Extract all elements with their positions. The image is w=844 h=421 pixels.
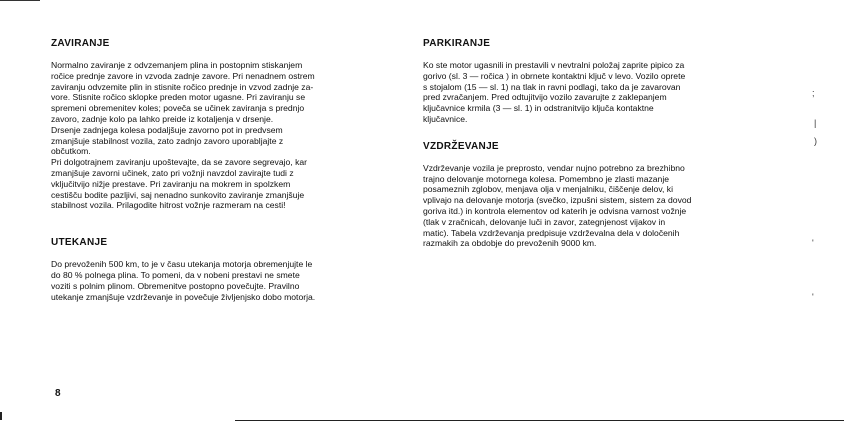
text-line: razmakih za obdobje do prevoženih 9000 km. [423, 238, 597, 249]
section-spacer [423, 125, 761, 141]
text-line: zaviranju odvzemite plin in stisnite ročico prednje in vzvod zadnje za- [51, 81, 314, 92]
text-line: zavoro, zadnje kolo pa lahko preide iz kotaljenja v drsenje. [51, 113, 274, 124]
left-column [51, 38, 388, 302]
text-line: vore. Stisnite ročico sklopke preden motor ugasne. Pri zaviranju se [51, 92, 306, 103]
page-number: 8 [55, 388, 61, 399]
text-line: spremeni obremenitev koles; poveča se učinek zaviranja s prednjo [51, 103, 305, 114]
text-line: ključavnice krmila (3 — sl. 1) in odstranitvijo ključa kontaktne [423, 103, 654, 114]
text-line: Drsenje zadnjega kolesa podaljšuje zavorno pot in predvsem [51, 124, 283, 135]
text-line: (tlak v zračnicah, delovanje luči in zavor, zategnjenost vijakov in [423, 216, 666, 227]
text-line: do 80 % polnega plina. To pomeni, da v nobeni prestavi ne smete [51, 269, 300, 280]
text-line: vplivajo na delovanje motorja (svečko, izpušni sistem, sistem za dovod [423, 195, 692, 206]
section-utekanje [51, 237, 388, 302]
crop-mark [0, 412, 10, 420]
text-line: Pri dolgotrajnem zaviranju upoštevajte, da se zavore segrevajo, kar [51, 157, 308, 168]
crop-mark [0, 0, 40, 1]
section-body-vzdrzevanje [423, 163, 761, 249]
section-spacer [51, 211, 388, 237]
section-parkiranje [423, 38, 761, 125]
section-heading-utekanje: UTEKANJE [51, 237, 108, 249]
section-body-zaviranje [51, 60, 388, 211]
edge-mark: ' [812, 292, 814, 302]
text-line: Vzdrževanje vozila je preprosto, vendar nujno potrebno za brezhibno [423, 162, 685, 173]
section-heading-vzdrzevanje: VZDRŽEVANJE [423, 140, 499, 152]
text-line: matic). Tabela vzdrževanja predpisuje vzdrževalna dela v določenih [423, 227, 680, 238]
right-column [423, 38, 761, 249]
text-line: ključavnice. [423, 113, 468, 124]
text-line: zmanjšuje stabilnost vozila, zato zadnjo zavoro uporabljajte z [51, 135, 284, 146]
text-line: Do prevoženih 500 km, to je v času utekanja motorja obremenjujte le [51, 259, 313, 270]
section-heading-zaviranje: ZAVIRANJE [51, 38, 110, 49]
text-line: trajno delovanje motornega kolesa. Pomembno je zlasti mazanje [423, 173, 670, 184]
text-line: cestišču bodite pazljivi, saj nenadno sunkovito zaviranje zmanjšuje [51, 189, 305, 200]
section-vzdrzevanje [423, 141, 761, 249]
section-heading-parkiranje: PARKIRANJE [423, 38, 491, 49]
text-line: vključitvijo nižje prestave. Pri zaviranju na mokrem in spolzkem [51, 178, 291, 189]
edge-mark: ' [812, 238, 814, 248]
text-line: pred zvračanjem. Pred odtujitvijo vozilo zavarujte z zaklepanjem [423, 92, 667, 103]
edge-mark: | [814, 118, 817, 128]
edge-mark: ) [814, 136, 817, 146]
text-line: gorivo (sl. 3 — ročica ) in obrnete kontaktni ključ v levo. Vozilo oprete [423, 70, 686, 81]
text-line: občutkom. [51, 146, 91, 157]
text-line: ročice prednje zavore in vzvoda zadnje zavore. Pri nenadnem ostrem [51, 70, 315, 81]
section-body-utekanje [51, 259, 388, 302]
text-line: voziti s polnim plinom. Obremenitve postopno povečujte. Pravilno [51, 280, 300, 291]
text-line: stabilnost vozila. Prilagodite hitrost vožnje razmeram na cesti! [51, 200, 286, 211]
text-line: zmanjšuje zavorni učinek, zato pri vožnji navzdol zavirajte tudi z [51, 167, 294, 178]
text-line: Ko ste motor ugasnili in prestavili v nevtralni položaj zaprite pipico za [423, 60, 685, 70]
section-body-parkiranje [423, 60, 761, 125]
text-line: Normalno zaviranje z odvzemanjem plina in postopnim stiskanjem [51, 60, 303, 70]
edge-mark: ; [812, 88, 815, 98]
text-line: utekanje zmanjšuje vzdrževanje in povečuje življenjsko dobo motorja. [51, 291, 316, 302]
text-line: goriva itd.) in kontrola elementov od katerih je odvisna varnost vožnje [423, 205, 687, 216]
text-line: s stojalom (15 — sl. 1) na tlak in ravni podlagi, tako da je zavarovan [423, 81, 681, 92]
text-line: posameznih zglobov, menjava olja v menjalniku, čiščenje delov, ki [423, 184, 673, 195]
section-zaviranje [51, 38, 388, 211]
